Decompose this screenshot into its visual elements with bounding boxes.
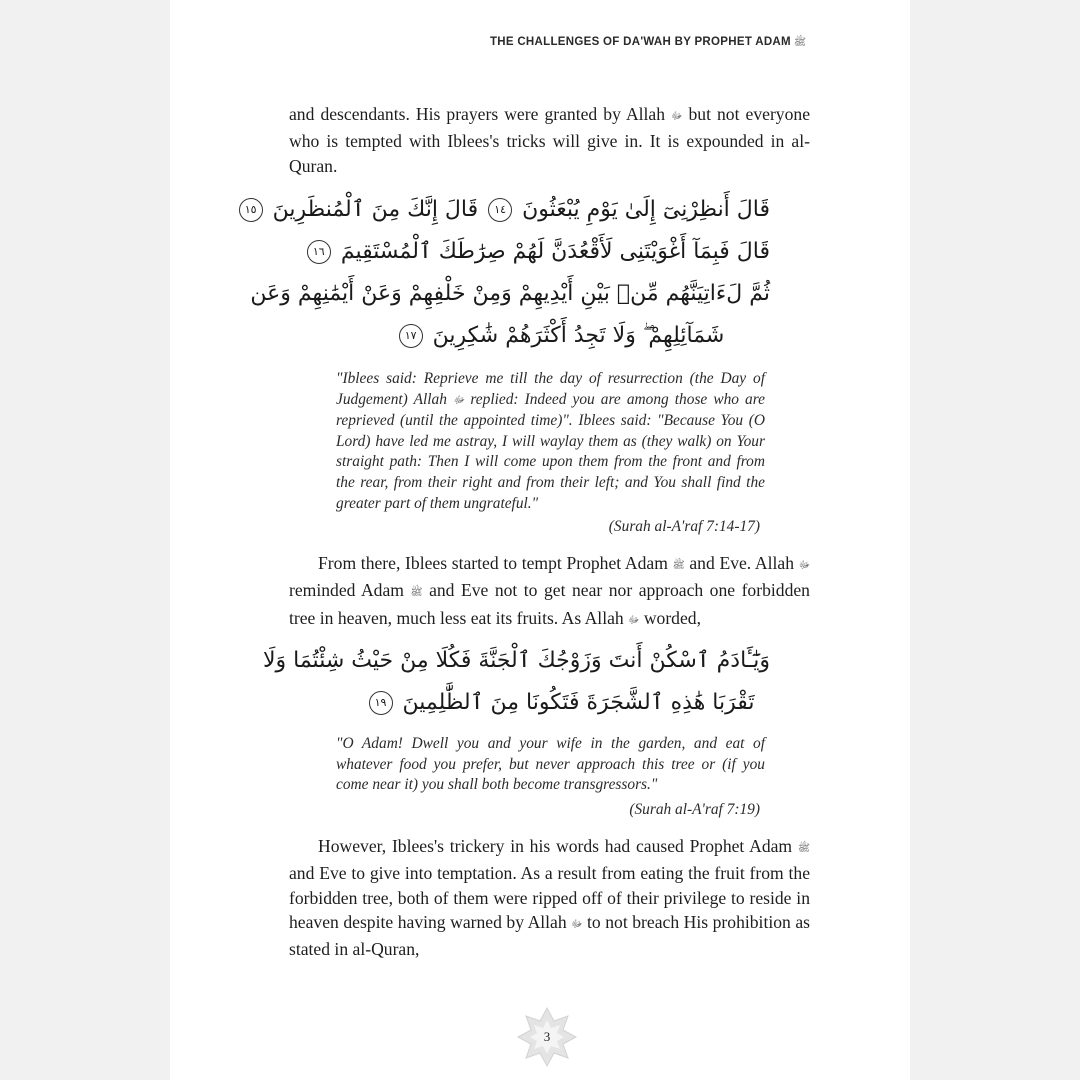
paragraph-3-text: and Eve to give into temptation. As a result from eating the fruit from the forbidden tree, both of them were ripped off of their privilege to reside in heaven despite having warned by Allah [289,863,810,932]
running-title: THE CHALLENGES OF DA'WAH BY PROPHET ADAM [489,36,791,48]
arabic-text: قَالَ أَنظِرْنِىٓ إِلَىٰ يَوْمِ يُبْعَثُونَ [522,197,770,222]
verse-line [350,682,770,724]
verse-citation-1: (Surah al-A'raf 7:14-17) [608,518,760,535]
verse-translation-1 [336,369,765,514]
paragraph-3-text: However, Iblees's trickery in his words had caused Prophet Adam [318,836,793,856]
arabic-text: ثُمَّ لَءَاتِيَنَّهُم مِّنۢ بَيْنِ أَيْدِيهِمْ وَمِنْ خَلْفِهِمْ وَعَنْ أَيْمَٰنِهِمْ وَعَن [250,281,770,306]
running-header [490,36,806,50]
paragraph-2-text: worded, [643,607,701,628]
paragraph-1-text-a: and descendants. His prayers were granted by Allah [289,104,666,124]
verse-line [350,315,770,357]
quran-verse-block-2 [262,640,770,724]
paragraph-1 [289,102,810,178]
arabic-text: قَالَ إِنَّكَ مِنَ ٱلْمُنظَرِينَ [272,197,479,222]
verse-translation-2: "O Adam! Dwell you and your wife in the garden, and eat of whatever food you prefer, but never approach this tree or (if you come near it) you shall both become transgressors." [336,735,765,794]
arabic-text: وَيَٰٓـَٔادَمُ ٱسْكُنْ أَنتَ وَزَوْجُكَ ٱلْجَنَّةَ فَكُلَا مِنْ حَيْثُ شِئْتُمَا وَلَا [262,648,770,673]
honorific-glyph: ﷻ [628,614,640,626]
honorific-glyph: ﷻ [453,394,465,406]
verse-line [312,231,770,273]
verse-number-mark: ١٦ [307,240,331,264]
honorific-glyph: ﷺ [797,843,810,854]
verse-number-mark: ١٧ [399,324,423,348]
paragraph-3 [289,834,810,961]
verse-line [262,640,770,682]
arabic-text: شَمَآئِلِهِمْ ۖ وَلَا تَجِدُ أَكْثَرَهُمْ شَٰكِرِينَ [432,323,725,348]
verse-number-mark: ١٤ [488,198,512,222]
honorific-glyph: ﷺ [672,560,685,571]
paragraph-1-text-b: but not everyone who is tempted with Iblees's tricks will give in. It is expounded in al-Quran. [289,104,811,176]
quran-verse-block-1 [244,189,770,357]
honorific-glyph: ﷻ [798,560,810,571]
honorific-glyph: ﷺ [793,37,806,48]
paragraph-2-text: and Eve not to get near nor approach one forbidden tree in heaven, much less eat its fruits. As Allah [289,580,810,628]
page-number-ornament [516,1006,578,1068]
paragraph-2-text: reminded Adam [289,580,404,601]
verse-citation-2: (Surah al-A'raf 7:19) [629,801,760,818]
verse-line [244,189,770,231]
honorific-glyph: ﷻ [671,111,683,122]
verse-line [250,273,770,315]
arabic-text: تَقْرَبَا هَٰذِهِ ٱلشَّجَرَةَ فَتَكُونَا مِنَ ٱلظَّٰلِمِينَ [402,690,755,715]
page-number: 3 [543,1029,551,1044]
translation-text-a: "Iblees said: Reprieve me till the day of resurrection (the Day of Judgement) Allah [336,370,765,408]
paragraph-3-text: to not breach His prohibition as stated in al-Quran, [289,911,811,960]
book-page [170,0,910,1080]
honorific-glyph: ﷻ [571,918,583,930]
arabic-text: قَالَ فَبِمَآ أَغْوَيْتَنِى لَأَقْعُدَنَّ لَهُمْ صِرَٰطَكَ ٱلْمُسْتَقِيمَ [340,239,770,264]
paragraph-2-text: From there, Iblees started to tempt Prophet Adam [318,553,668,573]
verse-number-mark: ١٩ [369,691,393,715]
translation-text-b: replied: Indeed you are among those who are reprieved (until the appointed time)". Iblees said: "Because You (O Lord) have led me astray, I will waylay them as (they walk) on Your straight path: Then I will come upon them from the front and from the rear, from their right and from their left; and You shall find the greater part of them ungrateful." [336,390,765,512]
paragraph-2-text: and Eve. Allah [689,553,794,573]
honorific-glyph: ﷺ [410,587,423,599]
paragraph-2 [289,551,810,633]
verse-number-mark: ١٥ [239,198,263,222]
